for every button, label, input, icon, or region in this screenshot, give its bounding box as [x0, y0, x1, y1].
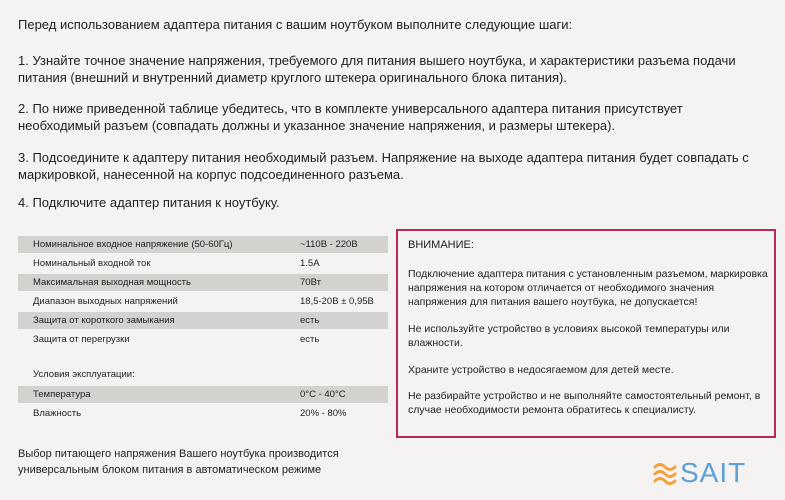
spec-label: Максимальная выходная мощность — [33, 277, 191, 288]
logo-text: SAIT — [680, 457, 747, 488]
spec-label: Защита от короткого замыкания — [33, 315, 175, 326]
spec-label: Диапазон выходных напряжений — [33, 296, 178, 307]
spec-value: 70Вт — [300, 277, 321, 288]
spec-value: 18,5-20В ± 0,95В — [300, 296, 374, 307]
spec-value: ~110В - 220В — [300, 239, 358, 250]
spec-label: Защита от перегрузки — [33, 334, 130, 345]
condition-row — [18, 386, 388, 403]
sait-logo — [652, 455, 746, 491]
step-2: 2. По ниже приведенной таблице убедитесь, что в комплекте универсального адаптера питания присутствует необходимый разъем (совпадать должны и указанное значение напряжения, и размеры штекера). — [18, 101, 683, 133]
spec-row — [18, 331, 388, 348]
warning-paragraph: Подключение адаптера питания с установленным разъемом, маркировка напряжения на котором отличается от необходимого значения напряжения для питания вашего ноутбука, не допускается! — [408, 268, 768, 308]
warning-box — [396, 229, 776, 438]
warning-paragraph: Не разбирайте устройство и не выполняйте самостоятельный ремонт, в случае необходимости ремонта обратитесь к специалисту. — [408, 390, 761, 416]
step-4: 4. Подключите адаптер питания к ноутбуку. — [18, 195, 280, 210]
spec-label: Номинальное входное напряжение (50-60Гц) — [33, 239, 233, 250]
condition-value: 0°C - 40°C — [300, 389, 346, 400]
condition-label: Влажность — [33, 408, 82, 419]
warning-paragraph: Не используйте устройство в условиях высокой температуры или влажности. — [408, 323, 730, 349]
spec-value: 1.5A — [300, 258, 320, 269]
warning-title: ВНИМАНИЕ: — [408, 239, 474, 251]
conditions-heading: Условия эксплуатации: — [33, 369, 135, 380]
spec-row — [18, 274, 388, 291]
condition-row — [18, 405, 388, 422]
spec-value: есть — [300, 315, 320, 326]
spec-row — [18, 293, 388, 310]
spec-label: Номинальный входной ток — [33, 258, 151, 269]
spec-value: есть — [300, 334, 320, 345]
warning-paragraph: Храните устройство в недосягаемом для детей месте. — [408, 364, 674, 376]
footer-note: Выбор питающего напряжения Вашего ноутбука производится универсальным блоком питания в автоматическом режиме — [18, 448, 339, 476]
step-1: 1. Узнайте точное значение напряжения, требуемого для питания вышего ноутбука, и характеристики разъема подачи питания (внешний и внутренний диаметр круглого штекера оригинального блока питания). — [18, 53, 736, 85]
intro-text: Перед использованием адаптера питания с вашим ноутбуком выполните следующие шаги: — [18, 17, 573, 32]
condition-label: Температура — [33, 389, 91, 400]
spec-row — [18, 312, 388, 329]
spec-row — [18, 255, 388, 272]
spec-row — [18, 236, 388, 253]
condition-value: 20% - 80% — [300, 408, 347, 419]
waves-icon — [652, 458, 678, 488]
step-3: 3. Подсоедините к адаптеру питания необходимый разъем. Напряжение на выходе адаптера питания будет совпадать с маркировкой, нанесенной на корпус подсоединенного разъема. — [18, 150, 749, 182]
